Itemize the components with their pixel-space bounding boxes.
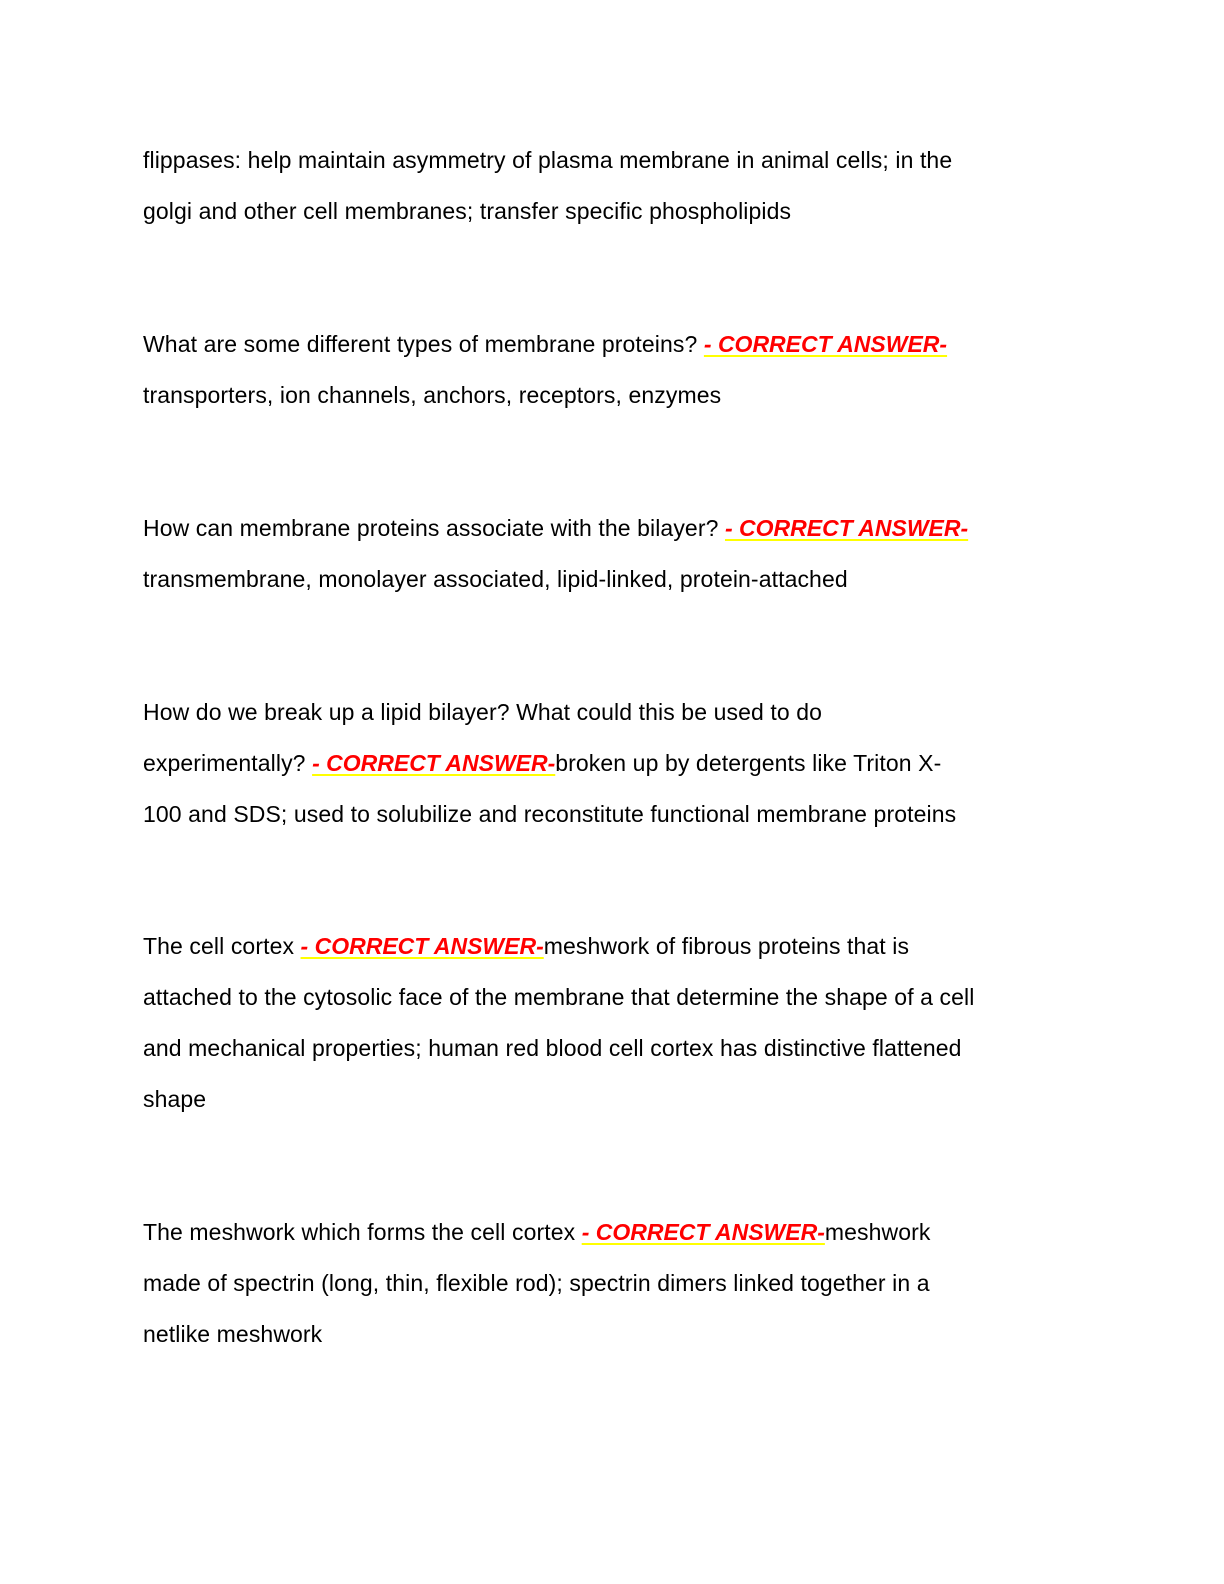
correct-answer-marker: - CORRECT ANSWER- xyxy=(703,331,948,357)
answer-line: flippases: help maintain asymmetry of plasma membrane in animal cells; in the xyxy=(143,147,953,173)
answer-line: made of spectrin (long, thin, flexible rod); spectrin dimers linked together in a xyxy=(143,1270,930,1296)
question-line xyxy=(143,503,1078,554)
question-line xyxy=(143,1207,1078,1258)
question-text: What are some different types of membrane proteins? xyxy=(143,331,704,357)
flashcard-entry-membrane-protein-types xyxy=(143,319,1078,421)
flashcard-entry-flippases xyxy=(143,135,1078,237)
answer-line: 100 and SDS; used to solubilize and reconstitute functional membrane proteins xyxy=(143,801,957,827)
answer-line: transmembrane, monolayer associated, lipid-linked, protein-attached xyxy=(143,566,848,592)
question-text: experimentally? xyxy=(143,750,313,776)
flashcard-entry-break-bilayer xyxy=(143,687,1078,840)
answer-line: attached to the cytosolic face of the membrane that determine the shape of a cell xyxy=(143,984,975,1010)
answer-line: netlike meshwork xyxy=(143,1321,323,1347)
flashcard-entry-bilayer-association xyxy=(143,503,1078,605)
question-line xyxy=(143,319,1078,370)
question-text: How can membrane proteins associate with the bilayer? xyxy=(143,515,725,541)
answer-line: and mechanical properties; human red blood cell cortex has distinctive flattened xyxy=(143,1035,962,1061)
answer-text: meshwork of fibrous proteins that is xyxy=(543,933,910,959)
question-text: The meshwork which forms the cell cortex xyxy=(143,1219,582,1245)
correct-answer-marker: - CORRECT ANSWER- xyxy=(581,1219,825,1245)
question-line: How do we break up a lipid bilayer? What could this be used to do xyxy=(143,699,823,725)
answer-text: meshwork xyxy=(824,1219,931,1245)
answer-line: golgi and other cell membranes; transfer specific phospholipids xyxy=(143,198,792,224)
question-line xyxy=(143,738,1078,789)
question-line xyxy=(143,921,1078,972)
correct-answer-marker: - CORRECT ANSWER- xyxy=(300,933,544,959)
answer-text: broken up by detergents like Triton X- xyxy=(555,750,942,776)
flashcard-entry-cell-cortex xyxy=(143,921,1078,1125)
answer-line: shape xyxy=(143,1086,207,1112)
correct-answer-marker: - CORRECT ANSWER- xyxy=(724,515,969,541)
correct-answer-marker: - CORRECT ANSWER- xyxy=(312,750,556,776)
flashcard-entry-cortex-meshwork xyxy=(143,1207,1078,1360)
answer-line: transporters, ion channels, anchors, receptors, enzymes xyxy=(143,382,722,408)
question-text: The cell cortex xyxy=(143,933,301,959)
